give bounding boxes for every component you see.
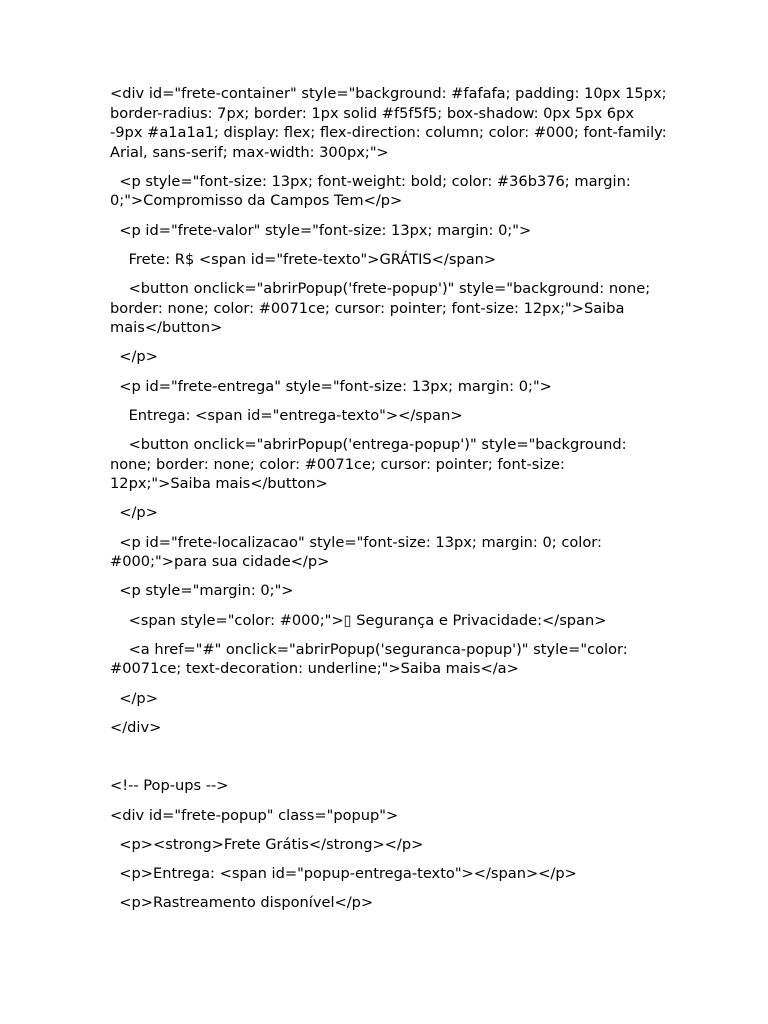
code-line: <p><strong>Frete Grátis</strong></p> bbox=[110, 835, 424, 853]
code-line: <p style="font-size: 13px; font-weight: bold; color: #36b376; margin: 0;">Compromisso da Campos Tem</p> bbox=[110, 172, 636, 210]
code-line: <div id="frete-popup" class="popup"> bbox=[110, 806, 399, 824]
code-line: <p>Entrega: <span id="popup-entrega-texto"></span></p> bbox=[110, 865, 577, 882]
code-line: </div> bbox=[110, 718, 162, 736]
code-line: <p>Rastreamento disponível</p> bbox=[110, 894, 374, 912]
code-line: <p id="frete-valor" style="font-size: 13px; margin: 0;"> bbox=[110, 221, 532, 239]
code-line: Frete: R$ <span id="frete-texto">GRÁTIS</span> bbox=[110, 250, 497, 268]
code-line: </p> bbox=[110, 504, 158, 522]
code-line: <button onclick="abrirPopup('frete-popup')" style="background: none; border: none; color: #0071ce; cursor: pointer; font-size: 12px;">Saiba mais</button> bbox=[110, 280, 655, 336]
code-line: <p id="frete-localizacao" style="font-size: 13px; margin: 0; color: #000;">para sua cidade</p> bbox=[110, 533, 607, 570]
blank-line bbox=[110, 747, 670, 767]
document-page bbox=[110, 84, 670, 923]
code-line: <p id="frete-entrega" style="font-size: 13px; margin: 0;"> bbox=[110, 377, 552, 395]
code-line: <!-- Pop-ups --> bbox=[110, 777, 229, 795]
code-line: <button onclick="abrirPopup('entrega-popup')" style="background: none; border: none; color: #0071ce; cursor: pointer; font-size: 12px;">Saiba mais</button> bbox=[110, 436, 632, 492]
code-line: </p> bbox=[110, 689, 158, 707]
code-line: <span style="color: #000;">▯ Segurança e Privacidade:</span> bbox=[110, 611, 607, 629]
code-line: <a href="#" onclick="abrirPopup('seguranca-popup')" style="color: #0071ce; text-decoration: underline;">Saiba mais</a> bbox=[110, 640, 633, 678]
code-line: <p style="margin: 0;"> bbox=[110, 582, 294, 600]
code-line: Entrega: <span id="entrega-texto"></span> bbox=[110, 406, 463, 424]
code-line: </p> bbox=[110, 348, 158, 366]
code-line: <div id="frete-container" style="background: #fafafa; padding: 10px 15px; border-radius: 7px; border: 1px solid #f5f5f5; box-shadow: 0px 5px 6px -9px #a1a1a1; display: flex; flex-direction: column; color: #000; font-family: Arial, sans-serif; max-width: 300px;"> bbox=[110, 85, 672, 161]
